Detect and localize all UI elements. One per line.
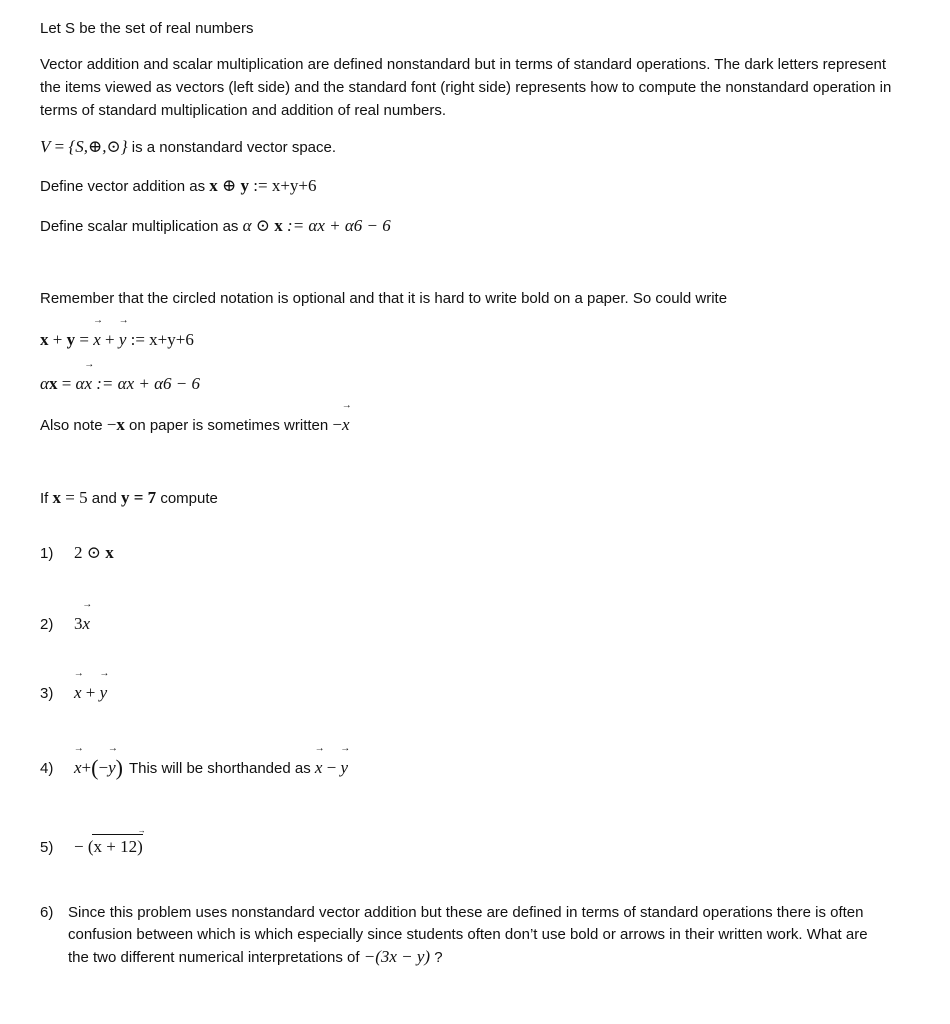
vector-x: → x — [83, 613, 91, 635]
question-2: 2) 3→ x — [40, 613, 90, 636]
vector-space-definition: V = {S,⊕,⊙} is a nonstandard vector space. — [40, 137, 337, 156]
addition-definition: Define vector addition as x ⊕ y := x+y+6 — [40, 176, 317, 195]
question-1: 1) 2 ⊙ x — [40, 543, 114, 562]
vector-expression: (x + 12) → — [88, 836, 143, 858]
vector-x: → x — [315, 757, 323, 779]
negation-note: Also note −x on paper is sometimes written −→ x — [40, 414, 350, 437]
vector-y: → y — [341, 757, 349, 779]
space-set: {S,⊕,⊙} — [68, 137, 128, 156]
oplus-symbol: ⊕ — [217, 176, 241, 195]
space-symbol: V — [40, 137, 51, 156]
question-4: 4) → x+(−→ y) This will be shorthanded as → x − → y — [40, 757, 348, 780]
alt-scalar: αx = α→ x := αx + α6 − 6 — [40, 373, 200, 396]
given-values: If x = 5 and y = 7 compute — [40, 488, 218, 507]
vector-y: → y — [119, 329, 127, 351]
alt-addition: x + y = → x + → y := x+y+6 — [40, 329, 194, 352]
vector-y: → y — [108, 757, 116, 779]
remember-line: Remember that the circled notation is optional and that it is hard to write bold on a paper. So could write — [40, 290, 728, 307]
vector-x: → x — [342, 414, 350, 436]
scalar-definition: Define scalar multiplication as α ⊙ x := αx + α6 − 6 — [40, 216, 391, 235]
description-paragraph: Vector addition and scalar multiplication are defined nonstandard but in terms of standard operations. The dark letters represent the items viewed as vectors (left side) and the standard font (right side) represents how to compute the nonstandard operation in terms of standard multiplication and addition of real numbers. — [40, 56, 892, 119]
odot-symbol: ⊙ — [251, 216, 275, 235]
intro-line: Let S be the set of real numbers — [40, 20, 254, 37]
vector-y: → y — [100, 682, 108, 704]
question-3: 3) → x + → y — [40, 682, 107, 705]
vector-x: → x — [74, 682, 82, 704]
vector-x: → x — [74, 757, 82, 779]
vector-x: → x — [93, 329, 101, 351]
expression: −(3x − y) — [363, 947, 431, 966]
question-6: 6) Since this problem uses nonstandard vector addition but these are defined in terms of standard operations there is often confusion between which is which especially since students often don’t use bold or arrows in their written work. What are the two different numerical interpretations of −(3x − y) ? — [40, 904, 868, 966]
question-5: 5) − (x + 12) → — [40, 836, 143, 859]
vector-x: → x — [84, 373, 92, 395]
